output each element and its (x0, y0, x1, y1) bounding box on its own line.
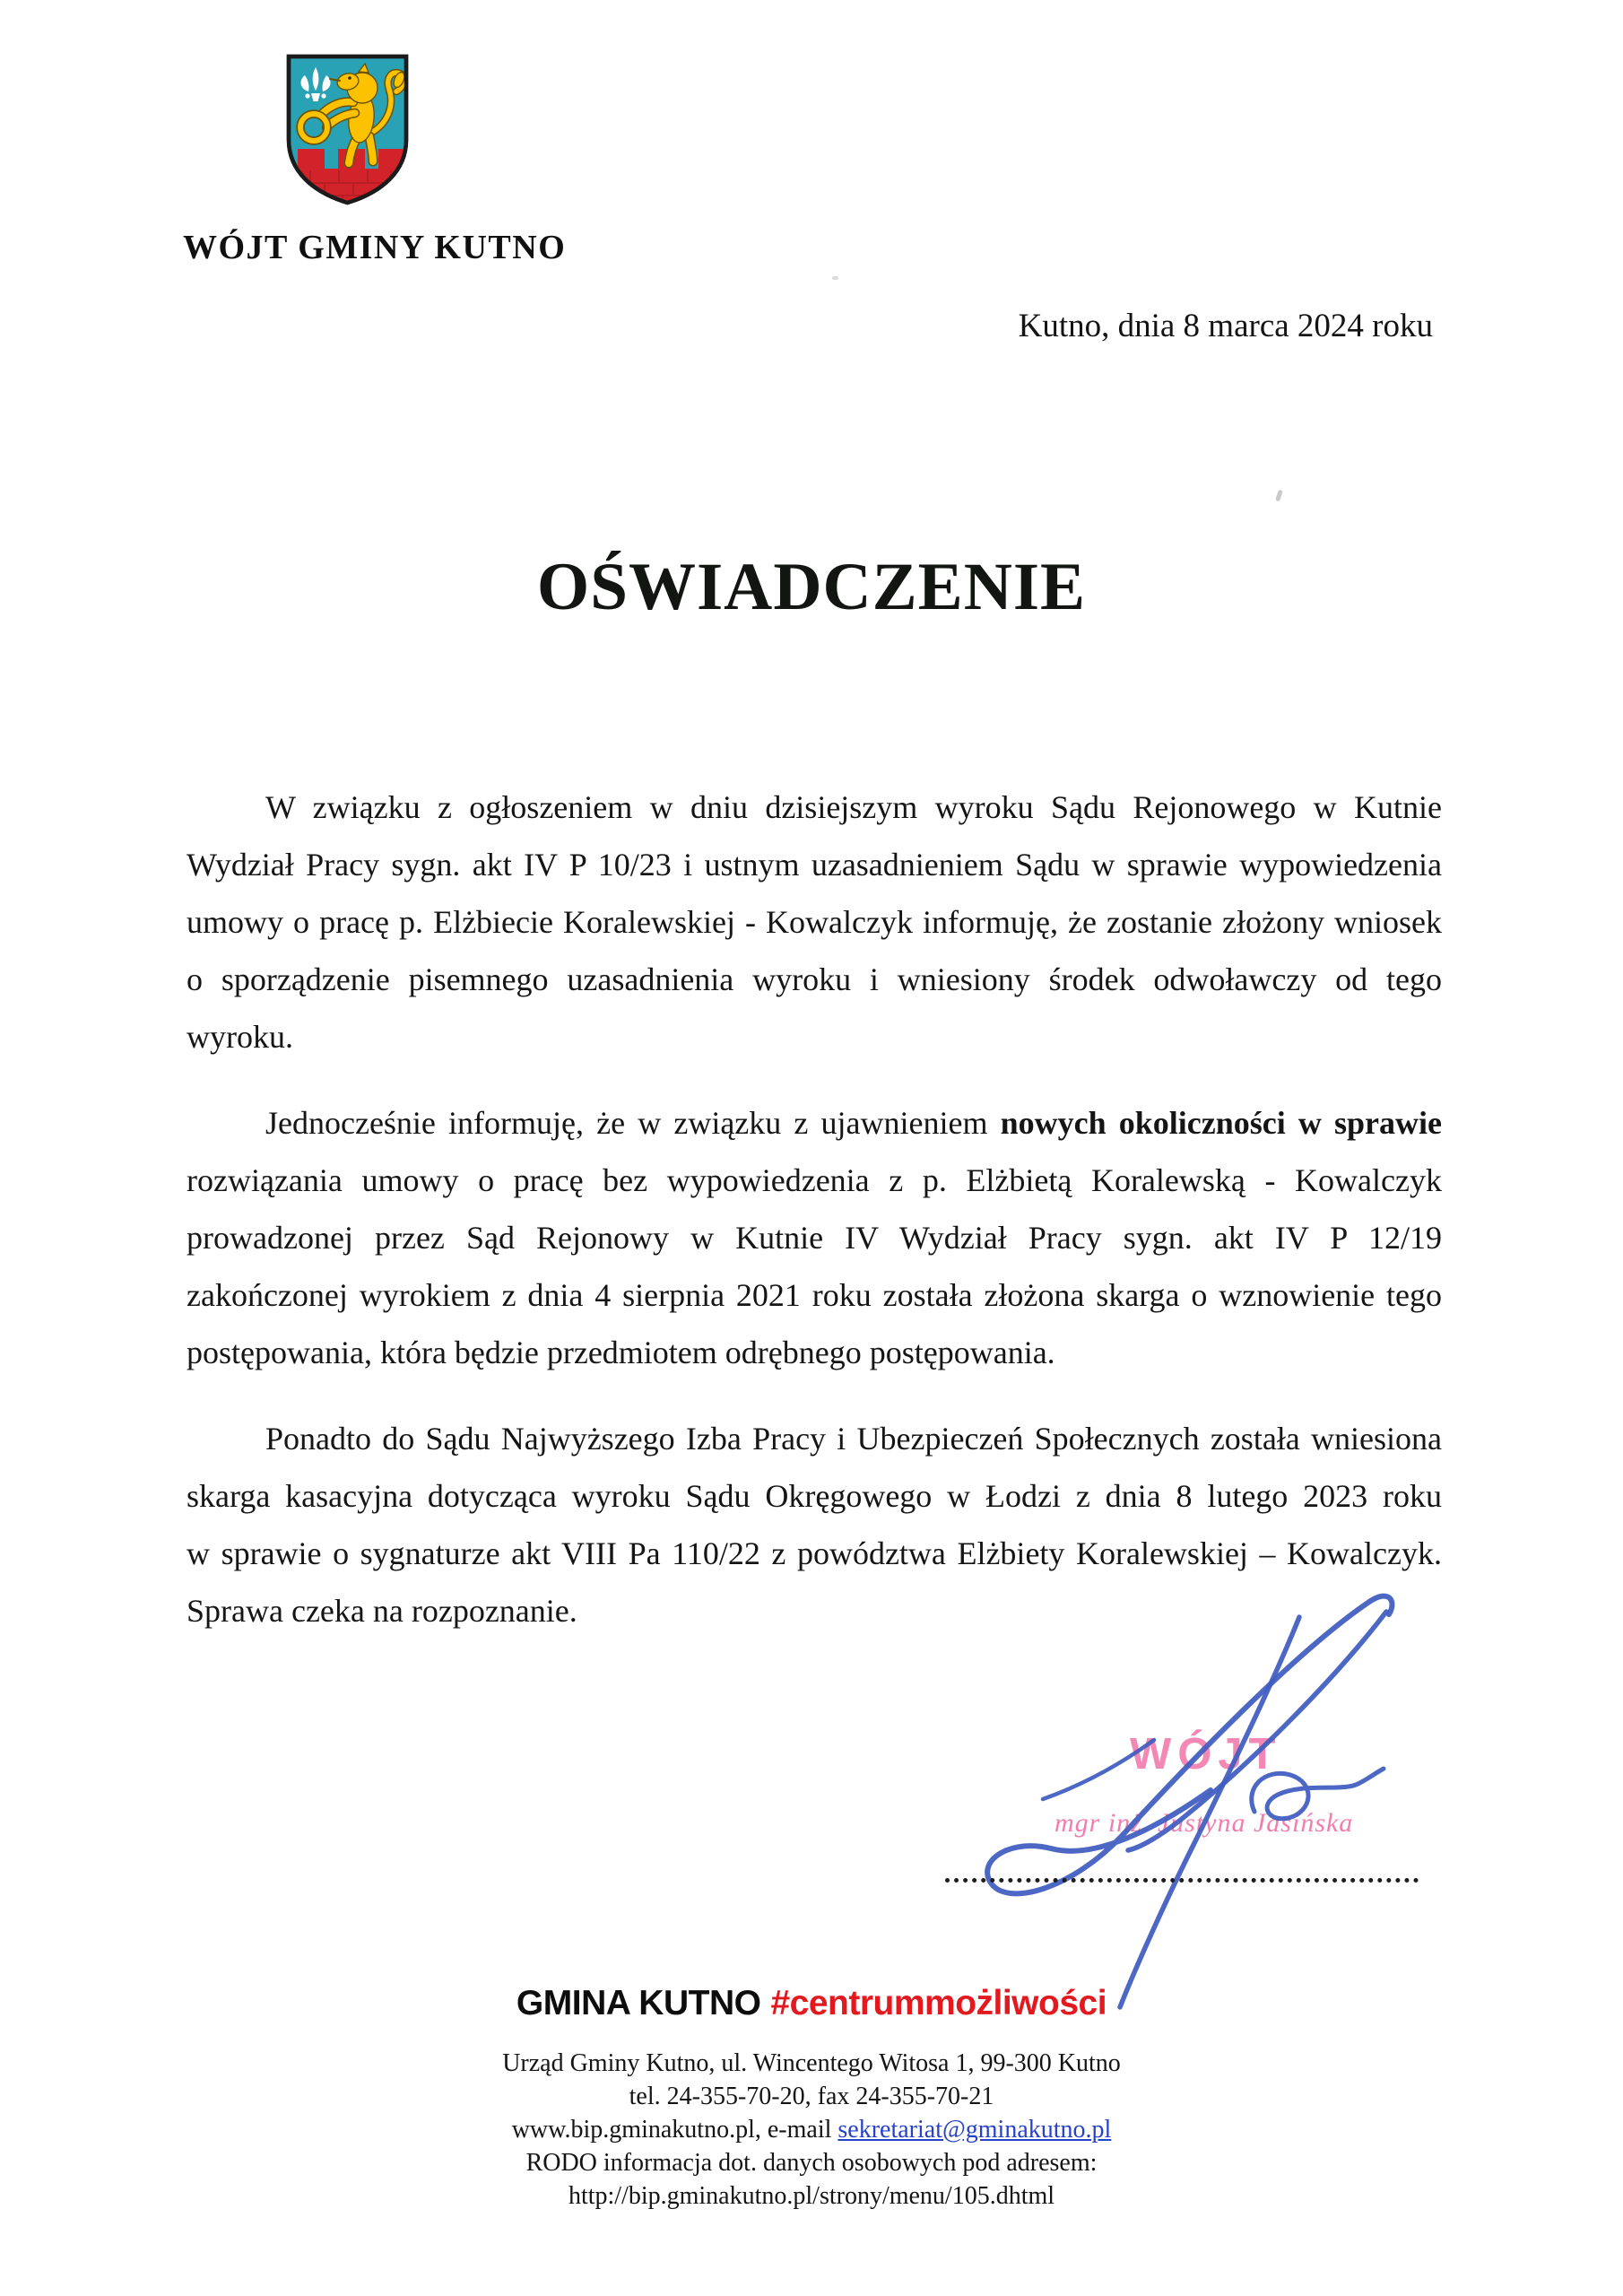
dateline: Kutno, dnia 8 marca 2024 roku (1018, 308, 1433, 344)
body-line (187, 1582, 1442, 1639)
mayor-stamp-title: WÓJT (1130, 1730, 1282, 1779)
paragraph (187, 778, 1442, 1065)
footer-brand-hashtag: #centrummożliwości (770, 1984, 1107, 2022)
text-segment: RODO informacja dot. danych osobowych pod adresem: (525, 2149, 1098, 2177)
footer-brand-black: GMINA KUTNO (516, 1984, 761, 2022)
text-segment: umowy o pracę p. Elżbiecie Koralewskiej - Kowalczyk informuję, że zostanie złożony wniosek (187, 904, 1442, 940)
address-line (0, 2146, 1623, 2179)
footer-address (0, 2047, 1623, 2213)
body-line (187, 836, 1442, 893)
body-line (187, 893, 1442, 951)
body-line (187, 1266, 1442, 1324)
text-segment: www.bip.gminakutno.pl, e-mail (511, 2116, 838, 2144)
body-line (187, 1094, 1442, 1152)
text-segment: zakończonej wyrokiem z dnia 4 sierpnia 2021 roku została złożona skarga o wznowienie tego (187, 1277, 1442, 1313)
paragraph (187, 1094, 1442, 1381)
text-segment: tel. 24-355-70-20, fax 24-355-70-21 (629, 2083, 994, 2110)
body-line (187, 1324, 1442, 1381)
text-segment: postępowania, która będzie przedmiotem odrębnego postępowania. (187, 1335, 1055, 1370)
address-line (0, 2113, 1623, 2146)
body-line (187, 1525, 1442, 1582)
address-line (0, 2047, 1623, 2080)
address-line (0, 2080, 1623, 2113)
text-segment: prowadzonej przez Sąd Rejonowy w Kutnie IV Wydział Pracy sygn. akt IV P 12/19 (187, 1220, 1442, 1256)
org-name: WÓJT GMINY KUTNO (183, 229, 567, 266)
text-segment: W związku z ogłoszeniem w dniu dzisiejszym wyroku Sądu Rejonowego w Kutnie (265, 789, 1442, 825)
signature-dotted-line (945, 1878, 1419, 1883)
email-link-text: sekretariat@gminakutno.pl (838, 2116, 1112, 2144)
text-segment: w sprawie o sygnaturze akt VIII Pa 110/22 z powództwa Elżbiety Koralewskiej – Kowalczyk. (187, 1535, 1442, 1571)
scan-artifact (832, 276, 838, 280)
text-segment: wyroku. (187, 1019, 293, 1055)
text-segment: Ponadto do Sądu Najwyższego Izba Pracy i Ubezpieczeń Społecznych została wniesiona (265, 1421, 1442, 1457)
text-segment: Sprawa czeka na rozpoznanie. (187, 1593, 577, 1629)
paragraph (187, 1410, 1442, 1639)
address-line (0, 2179, 1623, 2213)
scan-artifact (1275, 490, 1283, 502)
body-line (187, 951, 1442, 1008)
text-segment: skarga kasacyjna dotycząca wyroku Sądu Okręgowego w Łodzi z dnia 8 lutego 2023 roku (187, 1478, 1442, 1514)
body-line (187, 1410, 1442, 1467)
document-title: OŚWIADCZENIE (536, 550, 1087, 624)
body-line (187, 778, 1442, 836)
body-line (187, 1152, 1442, 1209)
body-line (187, 1209, 1442, 1266)
text-segment: nowych okoliczności w sprawie (1000, 1105, 1443, 1141)
body-line (187, 1008, 1442, 1065)
text-segment: rozwiązania umowy o pracę bez wypowiedzenia z p. Elżbietą Koralewską - Kowalczyk (187, 1162, 1442, 1198)
text-segment: Wydział Pracy sygn. akt IV P 10/23 i ustnym uzasadnieniem Sądu w sprawie wypowiedzenia (187, 847, 1442, 883)
text-segment: Urząd Gminy Kutno, ul. Wincentego Witosa 1, 99-300 Kutno (502, 2049, 1121, 2077)
mayor-stamp-name: mgr inż. Justyna Jasińska (1055, 1808, 1354, 1838)
text-segment: http://bip.gminakutno.pl/strony/menu/105.dhtml (568, 2182, 1055, 2210)
text-segment: Jednocześnie informuję, że w związku z ujawnieniem (265, 1105, 1001, 1141)
body-line (187, 1467, 1442, 1525)
document-body (187, 778, 1442, 1668)
text-segment: o sporządzenie pisemnego uzasadnienia wyroku i wniesiony środek odwoławczy od tego (187, 961, 1442, 997)
footer-brand (0, 1984, 1623, 2023)
coat-of-arms-icon (283, 52, 412, 213)
